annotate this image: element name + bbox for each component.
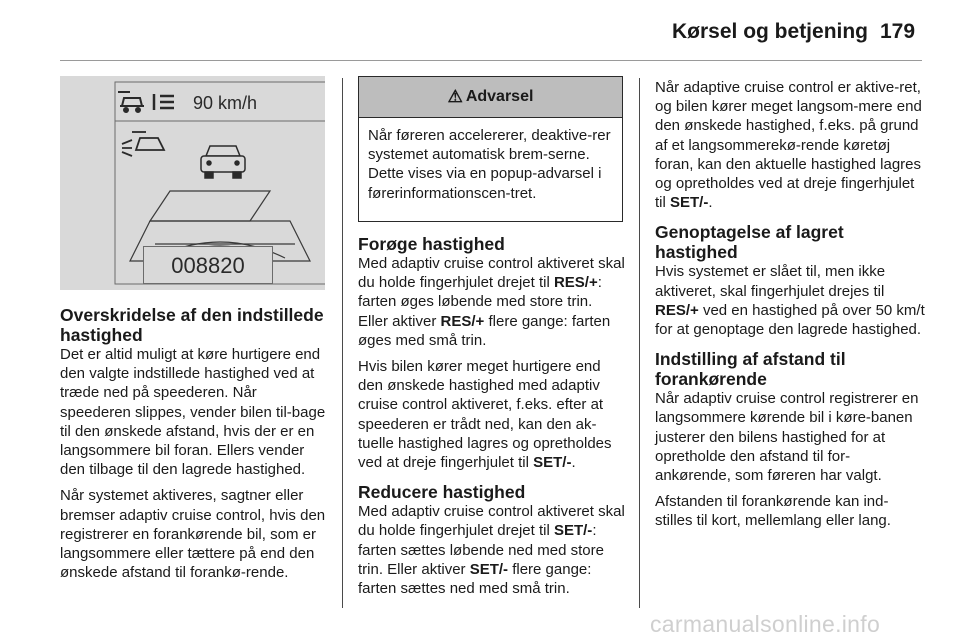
odometer-readout: 008820 <box>171 253 245 278</box>
paragraph: Det er altid muligt at køre hurtigere end den valgte indstillede hastighed ved at træde ned på speederen. Når speederen slippes, vender bilen til-bage til den ønskede afstand, hvis der er en langsommere bil foran. Ellers vender den tilbage til den lagrede hastighed. <box>60 346 326 479</box>
paragraph: Når adaptiv cruise control registrerer en langsommere kørende bil i køre-banen justerer den bilens hastighed for at opretholde den afstand til for-ankørende, som føreren har valgt. <box>655 390 919 485</box>
set-speed-readout: 90 km/h <box>193 93 258 113</box>
section-heading-reducere: Reducere hastighed <box>358 482 526 503</box>
odometer-box <box>143 246 273 284</box>
column-divider <box>639 78 640 608</box>
section-heading-overskridelse: Overskridelse af den indstillede hastighed <box>60 305 324 345</box>
paragraph: Når systemet aktiveres, sagtner eller bremser adaptiv cruise control, hvis den registrerer en forankørende bil, som er langsommere eller tættere på end den ønskede afstand til forankø-rende. <box>60 487 326 582</box>
column-2 <box>358 234 626 605</box>
paragraph: Med adaptiv cruise control aktiveret skal du holde fingerhjulet drejet til RES/+: farten øges løbende med store trin. Eller aktiver RES/+ flere gange: farten øges med små trin. <box>358 255 625 349</box>
warning-header <box>359 77 622 118</box>
watermark: carmanualsonline.info <box>650 611 881 637</box>
warning-title: Advarsel <box>465 88 534 105</box>
page-number: 179 <box>880 20 916 43</box>
chapter-title: Kørsel og betjening <box>672 20 869 43</box>
column-1 <box>60 305 328 589</box>
section-heading-foroege: Forøge hastighed <box>358 234 505 254</box>
cruise-display-illustration <box>60 76 325 290</box>
paragraph: Hvis bilen kører meget hurtigere end den ønskede hastighed med adaptiv cruise control aktiveret, f.eks. efter at speederen er trådt ned, kan den ak-tuelle hastighed lagres og opretholdes ved at dreje fingerhjulet til SET/-. <box>358 358 612 472</box>
warning-text: Når føreren accelererer, deaktive-rer systemet automatisk brem-serne. Dette vises via en popup-advarsel i førerinformationscen-tret. <box>368 127 611 202</box>
section-heading-afstand: Indstilling af afstand til forankørende <box>655 349 846 390</box>
paragraph: Afstanden til forankørende kan ind-stilles til kort, mellemlang eller lang. <box>655 493 891 530</box>
paragraph: Hvis systemet er slået til, men ikke aktiveret, skal fingerhjulet drejes til RES/+ ved en hastighed på over 50 km/t for at genoptage den lagrede hastighed. <box>655 263 925 339</box>
paragraph: Når adaptive cruise control er aktive-ret, og bilen kører meget langsom-mere end den ønskede hastighed, f.eks. på grund af et langsommerekø-rende køretøj foran, kan den aktuelle hastighed lagres og opretholdes ved at dreje fingerhjulet til SET/-. <box>655 79 922 212</box>
column-3 <box>655 78 925 538</box>
column-divider <box>342 78 343 608</box>
warning-triangle-icon: ⚠ <box>447 87 463 106</box>
paragraph: Med adaptiv cruise control aktiveret skal du holde fingerhjulet drejet til SET/-: farten sættes løbende ned med store trin. Eller aktiver SET/- flere gange: farten sættes ned med små trin. <box>358 503 625 598</box>
warning-box <box>358 76 623 222</box>
header-divider <box>60 60 922 61</box>
section-heading-genoptagelse: Genoptagelse af lagret hastighed <box>655 222 844 263</box>
